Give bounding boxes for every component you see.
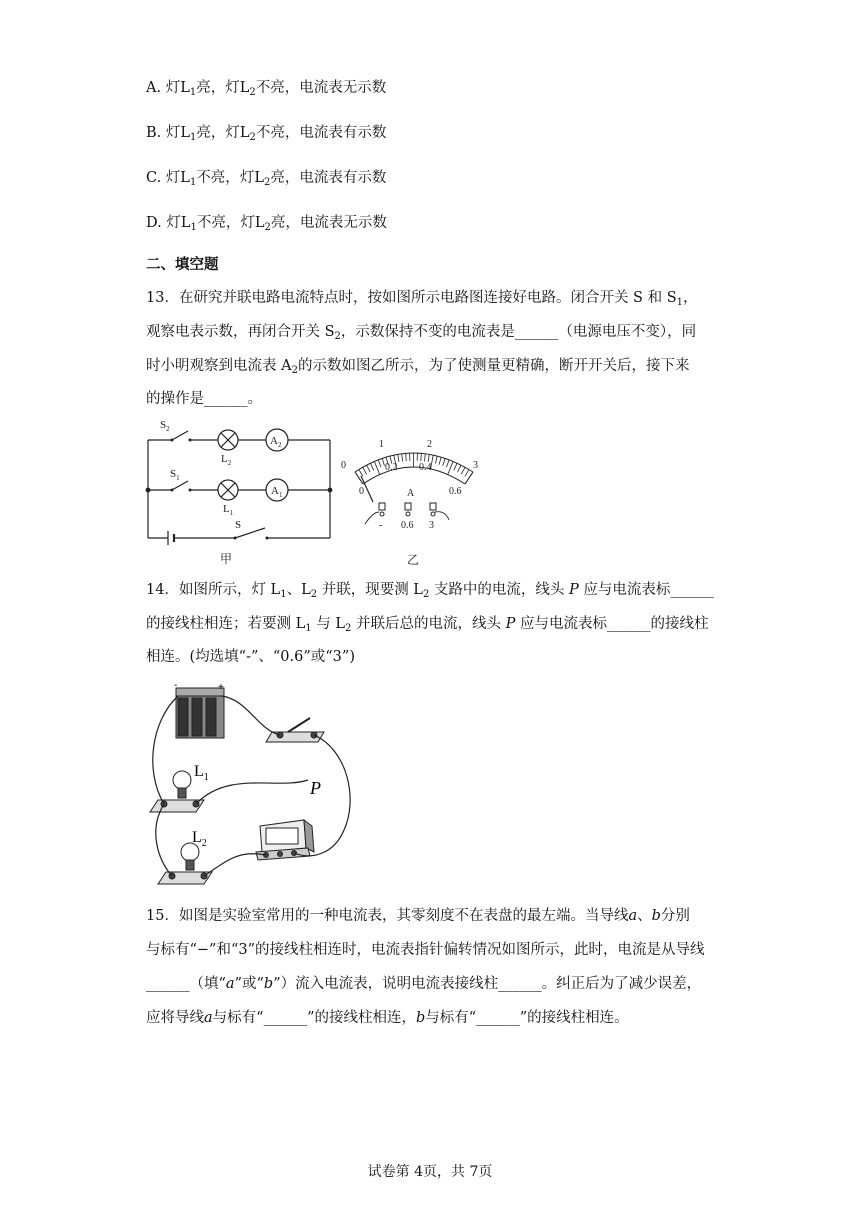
svg-text:S: S bbox=[235, 519, 242, 531]
svg-text:-: - bbox=[174, 680, 178, 691]
q13-line-1: 13．在研究并联电路电流特点时，按如图所示电路图连接好电路。闭合开关 S 和 $S_1$， bbox=[146, 290, 698, 308]
svg-text:3: 3 bbox=[473, 460, 478, 471]
q14-line-3: 相连。(均选填“-”、“0.6”或“3”) bbox=[146, 649, 355, 665]
svg-text:+: + bbox=[218, 682, 224, 693]
svg-text:A2: $A_2$ bbox=[270, 435, 282, 449]
svg-text:0.2: 0.2 bbox=[385, 462, 398, 473]
q13-line-2: 观察电表示数，再闭合开关 $S_2$，示数保持不变的电流表是______（电源电压不变），同 bbox=[146, 324, 697, 342]
option-b: B. 灯$L_1$亮，灯$L_2$不亮，电流表有示数 bbox=[146, 125, 387, 143]
svg-text:-: - bbox=[379, 520, 383, 531]
option-c: C. 灯$L_1$不亮，灯$L_2$亮，电流表有示数 bbox=[146, 170, 387, 188]
q15-line-1: 15．如图是实验室常用的一种电流表，其零刻度不在表盘的最左端。当导线a、b分别 bbox=[146, 908, 690, 924]
option-d: D. 灯$L_1$不亮，灯$L_2$亮，电流表无示数 bbox=[146, 215, 387, 233]
switch-icon bbox=[266, 718, 324, 742]
svg-text:A: A bbox=[407, 488, 415, 499]
ammeter-dial-yi bbox=[335, 432, 495, 568]
svg-text:S1: $S_1$ bbox=[170, 468, 180, 482]
svg-text:A1: $A_1$ bbox=[271, 485, 283, 499]
q15-line-2: 与标有“−”和“3”的接线柱相连时，电流表指针偏转情况如图所示，此时，电流是从导线 bbox=[146, 942, 705, 958]
bulb-l2-icon bbox=[158, 843, 212, 884]
svg-text:2: 2 bbox=[427, 439, 432, 450]
q15-line-4: 应将导线a与标有“______”的接线柱相连，b与标有“______”的接线柱相连。 bbox=[146, 1010, 629, 1026]
section-title: 二、填空题 bbox=[146, 256, 219, 273]
svg-text:0.6: 0.6 bbox=[449, 486, 462, 497]
svg-text:L1: $L_1$ bbox=[194, 763, 209, 783]
q13-line-3: 时小明观察到电流表 $A_2$的示数如图乙所示，为了使测量更精确，断开开关后，接下来 bbox=[146, 358, 690, 376]
option-a: A. 灯$L_1$亮，灯$L_2$不亮，电流表无示数 bbox=[146, 80, 387, 98]
svg-text:0.4: 0.4 bbox=[419, 462, 432, 473]
circuit-diagram-jia bbox=[140, 418, 340, 568]
page-footer: 试卷第 4页，共 7页 bbox=[367, 1164, 493, 1180]
svg-text:S2: $S_2$ bbox=[160, 419, 170, 433]
svg-text:0: 0 bbox=[341, 460, 346, 471]
svg-text:1: 1 bbox=[379, 439, 384, 450]
battery-icon bbox=[176, 688, 224, 738]
ammeter-icon bbox=[256, 820, 314, 860]
svg-text:乙: 乙 bbox=[407, 553, 420, 567]
svg-text:甲: 甲 bbox=[220, 552, 233, 566]
svg-text:L2: $L_2$ bbox=[192, 829, 207, 849]
svg-text:0.6: 0.6 bbox=[401, 520, 414, 531]
q15-line-3: ______（填“a”或“b”）流入电流表，说明电流表接线柱______。纠正后为了减少误差， bbox=[146, 976, 702, 992]
q14-line-1: 14．如图所示，灯 $L_1$、$L_2$ 并联，现要测 $L_2$ 支路中的电流，线头 P 应与电流表标______ bbox=[146, 582, 714, 600]
svg-text:3: 3 bbox=[429, 520, 434, 531]
wire-p-label: P bbox=[310, 778, 321, 798]
physical-circuit-figure bbox=[148, 680, 368, 890]
svg-text:L2: $L_2$ bbox=[221, 453, 232, 467]
q13-line-4: 的操作是______。 bbox=[146, 391, 262, 407]
q14-line-2: 的接线柱相连；若要测 $L_1$ 与 $L_2$ 并联后总的电流，线头 P 应与电流表标______的接线柱 bbox=[146, 616, 709, 634]
svg-text:0: 0 bbox=[359, 486, 364, 497]
svg-text:L1: $L_1$ bbox=[223, 503, 234, 517]
